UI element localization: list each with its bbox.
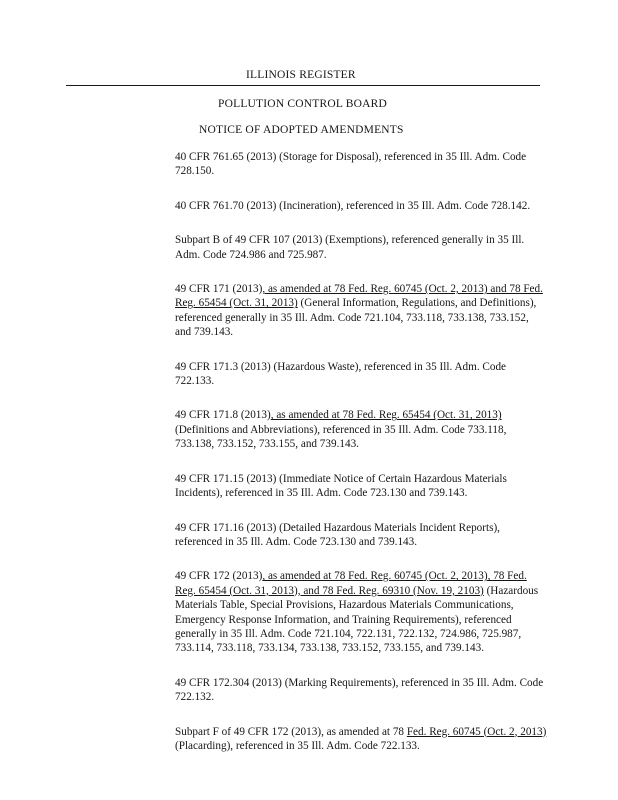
regulation-paragraph bbox=[175, 408, 547, 451]
board-name: POLLUTION CONTROL BOARD bbox=[218, 98, 388, 110]
amendment-text: Fed. Reg. 60745 (Oct. 2, 2013) bbox=[406, 725, 547, 738]
document-body bbox=[175, 150, 547, 773]
paragraph-text: 49 CFR 171.8 (2013) bbox=[175, 409, 271, 422]
regulation-paragraph bbox=[175, 360, 547, 389]
regulation-paragraph bbox=[175, 521, 547, 550]
paragraph-text: (Placarding), referenced in 35 Ill. Adm. Code 722.133. bbox=[175, 739, 420, 752]
amendment-text: , as amended at 78 Fed. Reg. 60745 (Oct. 2, 2013), 78 Fed. Reg. 65454 (Oct. 31, 2013), and 78 Fed. Reg. 69310 (Nov. 19, 2103) bbox=[175, 570, 527, 597]
regulation-paragraph bbox=[175, 282, 547, 340]
paragraph-text: 49 CFR 171 (2013) bbox=[175, 283, 263, 296]
paragraph-text: 49 CFR 171.16 (2013) (Detailed Hazardous Materials Incident Reports), referenced in 35 Ill. Adm. Code 723.130 and 739.143. bbox=[175, 521, 500, 548]
regulation-paragraph bbox=[175, 569, 547, 655]
paragraph-text: Subpart F of 49 CFR 172 (2013), as amended at 78 bbox=[175, 725, 407, 738]
paragraph-text: Subpart B of 49 CFR 107 (2013) (Exemptions), referenced generally in 35 Ill. Adm. Code 724.986 and 725.987. bbox=[175, 234, 525, 261]
paragraph-text: 49 CFR 171.3 (2013) (Hazardous Waste), referenced in 35 Ill. Adm. Code 722.133. bbox=[175, 360, 507, 388]
paragraph-text: (Definitions and Abbreviations), referenced in 35 Ill. Adm. Code 733.118, 733.138, 733.152, 733.155, and 739.143. bbox=[175, 423, 507, 451]
paragraph-text: (General Information, Regulations, and Definitions), referenced generally in 35 Ill. Adm. Code 721.104, 733.118, 733.138, 733.152, and 739.143. bbox=[175, 297, 537, 339]
amendment-text: , as amended at 78 Fed. Reg. 65454 (Oct. 31, 2013) bbox=[270, 409, 502, 422]
regulation-paragraph bbox=[175, 725, 547, 754]
notice-title: NOTICE OF ADOPTED AMENDMENTS bbox=[199, 124, 404, 136]
amendment-text: , as amended at 78 Fed. Reg. 60745 (Oct. 2, 2013) and 78 Fed. Reg. 65454 (Oct. 31, 2013) bbox=[175, 283, 543, 310]
paragraph-text: 40 CFR 761.65 (2013) (Storage for Disposal), referenced in 35 Ill. Adm. Code 728.150. bbox=[175, 151, 527, 178]
regulation-paragraph bbox=[175, 676, 547, 705]
register-title: ILLINOIS REGISTER bbox=[246, 69, 356, 81]
regulation-paragraph bbox=[175, 199, 547, 213]
regulation-paragraph bbox=[175, 150, 547, 179]
paragraph-text: 49 CFR 172.304 (2013) (Marking Requirements), referenced in 35 Ill. Adm. Code 722.132. bbox=[175, 676, 544, 704]
regulation-paragraph bbox=[175, 233, 547, 262]
paragraph-text: 49 CFR 171.15 (2013) (Immediate Notice of Certain Hazardous Materials Incidents), referenced in 35 Ill. Adm. Code 723.130 and 739.143. bbox=[175, 472, 507, 500]
regulation-paragraph bbox=[175, 472, 547, 501]
paragraph-text: 49 CFR 172 (2013) bbox=[175, 570, 263, 583]
paragraph-text: 40 CFR 761.70 (2013) (Incineration), referenced in 35 Ill. Adm. Code 728.142. bbox=[175, 199, 531, 212]
header-rule bbox=[66, 85, 540, 86]
paragraph-text: (Hazardous Materials Table, Special Provisions, Hazardous Materials Communications, Emergency Response Information, and Training Requirements), referenced generally in 35 Ill. Adm. Code 721.104, 722.131, 722.132, 724.986, 725.987, 733.114, 733.118, 733.134, 733.138, 733.152, 733.155, and 739.143. bbox=[175, 584, 539, 655]
